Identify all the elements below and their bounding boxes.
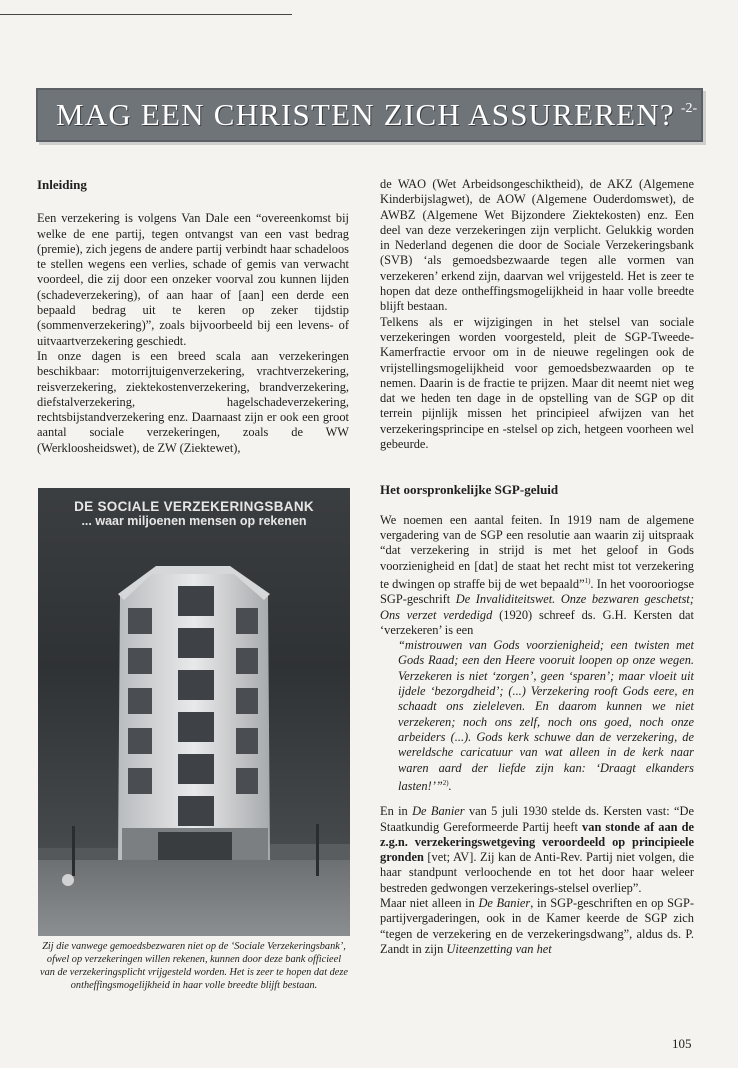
photo-caption: Zij die vanwege gemoedsbezwaren niet op de ‘Sociale Verzekeringsbank’, ofwel op verzekeringen willen rekenen, kunnen door deze bank officieel van de verzekeringsplicht vrijgesteld worden. Het is zeer te hopen dat deze ontheffingsmogelijkheid in haar volle breedte blijft bestaan.: [40, 941, 348, 991]
footnote-ref: 2): [442, 778, 449, 787]
paragraph-text: En in: [380, 804, 413, 819]
paragraph-text: In het voorooriogse SGP-geschrift: [380, 576, 694, 607]
left-column: [37, 177, 349, 456]
paragraph-text: We noemen een aantal feiten. In 1919 nam de algemene vergadering van de SGP een resolutie aan waarin zij uitspraak “dat verzekering in strijd is met het geloof in Gods voorzienigheid en [dat] de staat het recht mist tot verzekering te dwingen op straffe bij de wet bepaald”: [380, 512, 694, 591]
title-banner: [36, 88, 703, 142]
section-heading-sgp: Het oorspronkelijke SGP-geluid: [380, 482, 559, 498]
paragraph: de WAO (Wet Arbeidsongeschiktheid), de AKZ (Algemene Kinderbijslagwet), de AOW (Algemene Ouderdomswet), de AWBZ (Algemene Wet Bijzondere Ziektekosten) enz. Een deel van deze verzekeringen zijn verplicht. Gelukkig worden in Nederland degenen die door de Sociale Verzekeringsbank (SVB) ‘als gemoedsbezwaarde tegen alle vormen van verzekeren’ erkend zijn, daarvan wel vrijgesteld. Het is zeer te hopen dat deze ontheffingsmogelijkheid in haar volle breedte blijft bestaan.: [380, 177, 694, 314]
publication-title: De Banier: [412, 804, 465, 819]
paragraph: We noemen een aantal feiten. In 1919 nam de algemene vergadering van de SGP een resolutie aan waarin zij uitspraak “dat verzekering in strijd is met het geloof in Gods voorzienigheid en [dat] de staat het recht mist tot verzekering te dwingen op straffe bij de wet bepaald”$^{1)}$. In het voorooriogse SGP-geschrift De Invaliditeitswet. Onze bezwaren geschetst; Ons verzet verdedigd (1920) schreef ds. G.H. Kersten dat ‘verzekeren’ is een: [380, 512, 694, 637]
paragraph-text: , in SGP-geschriften en op SGP-partijvergaderingen, ook in de Kamer keerde de SGP zich “tegen de verzekering en de verzekeringsdwang”, aldus ds. P. Zandt in zijn: [380, 896, 694, 956]
quote-text: “mistrouwen van Gods voorzienigheid; een twisten met Gods Raad; een den Heere vooruit loopen op onze wegen. Verzekeren is niet ‘zorgen’, geen ‘sparen’; maar vloeit uit ijdele ‘bezorgdheid’; (...) Verzekering rooft Gods eere, en schaadt ons zieleleven. En daarom kunnen we niet verzekeren; noch ons zelf, noch ons goed, noch onze arbeiders (...). Gods kerk schuwe dan de verzekering, de wereldsche caricatuur van wat alleen in de kerk naar waren aard der liefde zijn kan: ‘Draagt elkanders lasten!’”: [398, 638, 694, 793]
top-rule: [0, 14, 292, 15]
emphasis: van stonde af aan de z.g.n. verzekeringswetgeving veroordeeld op principieele gronden: [380, 819, 695, 865]
paragraph: Een verzekering is volgens Van Dale een “overeenkomst bij welke de ene partij, tegen ontvangst van een vast bedrag (premie), zich jegens de andere partij verbindt haar schadeloos te stellen wegens een verlies, schade of gemis van verwacht voordeel, die zij door een onzeker voorval zou kunnen lijden (schadeverzekering), of aan haar of [aan] een derde een bepaald bedrag uit te keren op zeker tijdstip (sommenverzekering)”, zoals bijvoorbeeld bij een levens- of uitvaartverzekering geschiedt.: [37, 211, 349, 348]
article-title: MAG EEN CHRISTEN ZICH ASSUREREN?: [56, 97, 675, 132]
paragraph-text: van 5 juli 1930 stelde ds. Kersten vast: “De Staatkundig Gereformeerde Partij heeft: [380, 804, 694, 834]
paragraph-text: (1920) schreef ds. G.H. Kersten dat ‘verzekeren’ is een: [380, 607, 694, 637]
article-part: -2-: [680, 101, 698, 116]
book-title: Uiteenzetting van het: [446, 941, 552, 956]
section-heading-inleiding: Inleiding: [37, 177, 87, 192]
paragraph: [380, 804, 694, 896]
paragraph: [380, 896, 694, 957]
footnote-ref: 1): [584, 576, 591, 585]
publication-title: De Banier: [478, 896, 531, 911]
page-number: 105: [672, 1036, 692, 1051]
ad-headline: DE SOCIALE VERZEKERINGSBANK: [74, 499, 314, 514]
spacer: [380, 452, 694, 482]
paragraph-text: Maar niet alleen in: [380, 896, 479, 911]
ad-tagline: ... waar miljoenen mensen op rekenen: [81, 514, 307, 528]
right-column: [380, 177, 694, 957]
spacer: [380, 794, 694, 804]
kersten-quote: “mistrouwen van Gods voorzienigheid; een twisten met Gods Raad; een den Heere vooruit loopen op onze wegen. Verzekeren is niet ‘zorgen’, geen ‘sparen’; maar vloeit uit ijdele ‘bezorgdheid’; (...) Verzekering rooft Gods eere, en schaadt ons zieleleven. En daarom kunnen we niet verzekeren; noch ons zelf, noch ons goed, noch onze arbeiders (...). Gods kerk schuwe dan de verzekering, de wereldsche caricatuur van wat alleen in de kerk naar waren aard der liefde zijn kan: ‘Draagt elkanders lasten!’”$^{2)}$.: [398, 638, 694, 793]
paragraph: In onze dagen is een breed scala aan verzekeringen beschikbaar: motorrijtuigenverzekering, vrachtverzekering, reisverzekering, ziektekostenverzekering, brandverzekering, diefstalverzekering, hagelschadeverzekering, rechtsbijstandverzekering enz. Daarnaast zijn er ook een groot aantal sociale verzekeringen, zoals de WW (Werkloosheidswet), de ZW (Ziektewet),: [37, 348, 349, 455]
paragraph-text: [vet; AV]. Zij kan de Anti-Rev. Partij niet volgen, die haar standpunt verloochende en tot het door haar weleer bestreden gedwongen verzekerings-stelsel overliep”.: [380, 850, 694, 895]
book-title: De Invaliditeitswet. Onze bezwaren geschetst; Ons verzet verdedigd: [380, 592, 694, 622]
paragraph: Telkens als er wijzigingen in het stelsel van sociale verzekeringen worden voorgesteld, pleit de SGP-Tweede-Kamerfractie ervoor om in de nieuwe regelingen ook de vrijstellingsmogelijkheid voor gemoedsbezwaarden op te nemen. Daarin is de fractie te prijzen. Maar dit neemt niet weg dat we heden ten dage in de opstelling van de SGP op dit terrein pijnlijk missen het principieel afwijzen van het verzekeringsprincipe en -stelsel op zich, hetgeen voorheen wel gebeurde.: [380, 314, 694, 452]
building-illustration: [38, 488, 350, 936]
svb-building-photo: [38, 488, 350, 936]
